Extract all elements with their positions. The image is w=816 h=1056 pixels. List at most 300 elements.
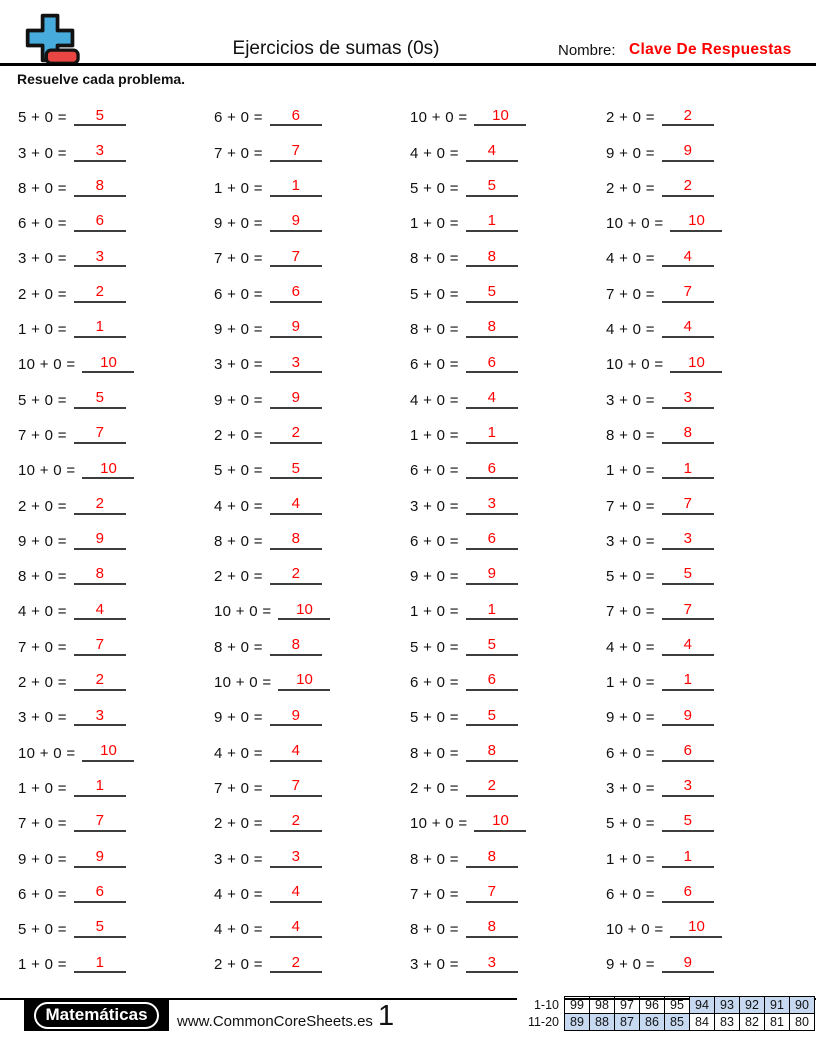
- answer-value: 1: [487, 600, 496, 618]
- problem: [606, 767, 802, 802]
- problem: [410, 696, 606, 731]
- answer-value: 1: [487, 212, 496, 230]
- problem: [606, 378, 802, 413]
- name-value: Clave De Respuestas: [629, 41, 792, 58]
- problem-expression: 6 + 0 =: [18, 215, 67, 233]
- answer-blank: [270, 496, 322, 515]
- answer-value: 7: [291, 777, 300, 795]
- problem: [606, 661, 802, 696]
- problem-expression: 2 + 0 =: [410, 779, 459, 797]
- answer-value: 5: [487, 636, 496, 653]
- answer-value: 6: [487, 671, 496, 689]
- problem: [18, 837, 214, 872]
- answer-value: 5: [95, 388, 104, 406]
- answer-blank: [662, 284, 714, 303]
- answer-value: 1: [95, 953, 104, 971]
- answer-value: 3: [683, 777, 692, 795]
- answer-value: 7: [683, 600, 692, 618]
- problem: [214, 555, 410, 590]
- answer-value: 6: [683, 741, 692, 759]
- answer-blank: [662, 637, 714, 656]
- score-cell: 85: [665, 1014, 690, 1031]
- website-text: www.CommonCoreSheets.es: [177, 1013, 373, 1030]
- answer-value: 3: [291, 847, 300, 865]
- answer-value: 6: [683, 883, 692, 901]
- answer-value: 2: [487, 777, 496, 795]
- answer-value: 2: [683, 177, 692, 195]
- answer-blank: [670, 355, 722, 374]
- problem-expression: 3 + 0 =: [18, 250, 67, 268]
- problem: [214, 378, 410, 413]
- answer-value: 5: [683, 812, 692, 830]
- answer-value: 2: [291, 953, 300, 971]
- problem: [214, 272, 410, 307]
- score-cell: 98: [590, 997, 615, 1014]
- problem-expression: 3 + 0 =: [606, 391, 655, 409]
- problem-expression: 2 + 0 =: [214, 568, 263, 586]
- problem-expression: 9 + 0 =: [410, 568, 459, 586]
- answer-blank: [82, 743, 134, 762]
- answer-blank: [662, 531, 714, 550]
- problem: [606, 696, 802, 731]
- answer-blank: [74, 778, 126, 797]
- problem-expression: 2 + 0 =: [214, 956, 263, 974]
- answer-blank: [270, 390, 322, 409]
- answer-blank: [466, 672, 518, 691]
- answer-value: 3: [95, 706, 104, 724]
- problem-expression: 7 + 0 =: [214, 144, 263, 162]
- answer-value: 7: [487, 883, 496, 901]
- problem: [410, 661, 606, 696]
- answer-blank: [662, 143, 714, 162]
- problem: [214, 837, 410, 872]
- answer-blank: [270, 461, 322, 480]
- answer-value: 4: [291, 494, 300, 512]
- problem-expression: 5 + 0 =: [410, 179, 459, 197]
- problem-expression: 10 + 0 =: [214, 674, 272, 692]
- answer-value: 4: [95, 600, 104, 618]
- answer-value: 1: [683, 459, 692, 477]
- answer-blank: [270, 813, 322, 832]
- problem: [18, 131, 214, 166]
- problem-expression: 1 + 0 =: [410, 215, 459, 233]
- problem-expression: 7 + 0 =: [18, 815, 67, 833]
- answer-value: 4: [683, 318, 692, 336]
- problem: [410, 943, 606, 978]
- answer-blank: [662, 672, 714, 691]
- problem-expression: 8 + 0 =: [214, 638, 263, 656]
- problem: [606, 131, 802, 166]
- answer-blank: [466, 213, 518, 232]
- problem: [410, 802, 606, 837]
- answer-blank: [74, 884, 126, 903]
- problem-expression: 2 + 0 =: [606, 179, 655, 197]
- problem-expression: 7 + 0 =: [214, 250, 263, 268]
- answer-blank: [466, 778, 518, 797]
- problem: [606, 908, 802, 943]
- answer-value: 9: [291, 318, 300, 336]
- answer-blank: [466, 249, 518, 268]
- problem: [606, 308, 802, 343]
- problem-expression: 6 + 0 =: [410, 532, 459, 550]
- problem: [214, 802, 410, 837]
- score-cell: 94: [690, 997, 715, 1014]
- problem: [606, 272, 802, 307]
- answer-blank: [662, 602, 714, 621]
- answer-value: 6: [95, 883, 104, 901]
- score-row: [517, 1014, 815, 1031]
- answer-blank: [474, 108, 526, 127]
- problem-expression: 4 + 0 =: [214, 921, 263, 939]
- problem-expression: 9 + 0 =: [606, 144, 655, 162]
- problem-expression: 3 + 0 =: [18, 144, 67, 162]
- problem-expression: 9 + 0 =: [606, 709, 655, 727]
- answer-value: 3: [487, 953, 496, 971]
- problem-expression: 9 + 0 =: [214, 321, 263, 339]
- answer-blank: [74, 425, 126, 444]
- problem-expression: 1 + 0 =: [18, 779, 67, 797]
- score-table: [517, 996, 816, 1031]
- answer-blank: [74, 319, 126, 338]
- problem-expression: 1 + 0 =: [18, 321, 67, 339]
- problem: [18, 414, 214, 449]
- problem-expression: 10 + 0 =: [18, 744, 76, 762]
- answer-blank: [74, 637, 126, 656]
- problem-expression: 6 + 0 =: [606, 885, 655, 903]
- answer-blank: [662, 778, 714, 797]
- answer-blank: [662, 108, 714, 127]
- problem-expression: 1 + 0 =: [410, 603, 459, 621]
- score-cell: 91: [765, 997, 790, 1014]
- problem-expression: 8 + 0 =: [410, 250, 459, 268]
- problem: [606, 237, 802, 272]
- answer-blank: [270, 919, 322, 938]
- answer-blank: [74, 108, 126, 127]
- answer-blank: [466, 178, 518, 197]
- answer-value: 1: [487, 424, 496, 442]
- answer-blank: [662, 496, 714, 515]
- problem: [410, 414, 606, 449]
- answer-blank: [74, 672, 126, 691]
- answer-value: 8: [487, 247, 496, 265]
- problem-expression: 5 + 0 =: [410, 638, 459, 656]
- answer-value: 6: [487, 530, 496, 548]
- answer-value: 7: [291, 141, 300, 159]
- answer-value: 9: [683, 706, 692, 724]
- answer-blank: [670, 213, 722, 232]
- problem-expression: 2 + 0 =: [214, 815, 263, 833]
- answer-blank: [74, 849, 126, 868]
- problem-expression: 7 + 0 =: [410, 885, 459, 903]
- answer-value: 2: [95, 283, 104, 301]
- answer-value: 9: [95, 530, 104, 548]
- answer-blank: [670, 919, 722, 938]
- score-cell: 86: [640, 1014, 665, 1031]
- answer-value: 2: [291, 812, 300, 830]
- problem-expression: 5 + 0 =: [18, 921, 67, 939]
- answer-value: 4: [291, 741, 300, 759]
- problem-expression: 1 + 0 =: [606, 674, 655, 692]
- answer-value: 1: [683, 671, 692, 689]
- problem-expression: 2 + 0 =: [18, 497, 67, 515]
- problem-expression: 4 + 0 =: [410, 144, 459, 162]
- answer-value: 1: [95, 318, 104, 336]
- problem: [18, 590, 214, 625]
- problem-expression: 8 + 0 =: [606, 426, 655, 444]
- answer-value: 2: [291, 565, 300, 583]
- answer-blank: [662, 849, 714, 868]
- answer-value: 8: [291, 636, 300, 653]
- answer-blank: [662, 813, 714, 832]
- name-label: Nombre:: [558, 42, 616, 59]
- problem: [410, 343, 606, 378]
- answer-value: 8: [95, 177, 104, 195]
- score-row-label: 1-10: [517, 997, 565, 1014]
- answer-value: 8: [487, 741, 496, 759]
- answer-blank: [278, 602, 330, 621]
- answer-value: 10: [492, 106, 509, 124]
- answer-blank: [662, 178, 714, 197]
- problem-expression: 6 + 0 =: [410, 674, 459, 692]
- problem-expression: 7 + 0 =: [606, 497, 655, 515]
- answer-value: 10: [688, 353, 705, 371]
- problem: [606, 167, 802, 202]
- answer-blank: [466, 566, 518, 585]
- problem: [410, 555, 606, 590]
- problem: [410, 590, 606, 625]
- answer-value: 4: [487, 141, 496, 159]
- answer-blank: [270, 249, 322, 268]
- answer-blank: [270, 213, 322, 232]
- answer-blank: [82, 461, 134, 480]
- problem-expression: 2 + 0 =: [18, 674, 67, 692]
- problem-expression: 9 + 0 =: [214, 709, 263, 727]
- answer-blank: [270, 425, 322, 444]
- answer-value: 9: [683, 953, 692, 971]
- problem-expression: 5 + 0 =: [214, 462, 263, 480]
- answer-blank: [270, 355, 322, 374]
- answer-blank: [466, 849, 518, 868]
- problem: [410, 237, 606, 272]
- problem: [18, 520, 214, 555]
- score-cell: 81: [765, 1014, 790, 1031]
- problem: [606, 590, 802, 625]
- answer-blank: [74, 919, 126, 938]
- answer-blank: [74, 602, 126, 621]
- answer-blank: [662, 743, 714, 762]
- problem-expression: 6 + 0 =: [18, 885, 67, 903]
- score-row: [517, 997, 815, 1014]
- problem-expression: 7 + 0 =: [18, 426, 67, 444]
- score-cell: 83: [715, 1014, 740, 1031]
- answer-blank: [82, 355, 134, 374]
- problem-expression: 7 + 0 =: [214, 779, 263, 797]
- problem-expression: 9 + 0 =: [18, 532, 67, 550]
- problem: [18, 943, 214, 978]
- answer-blank: [466, 319, 518, 338]
- problem-expression: 8 + 0 =: [18, 179, 67, 197]
- answer-blank: [466, 143, 518, 162]
- problem: [18, 378, 214, 413]
- answer-blank: [74, 531, 126, 550]
- problem-expression: 3 + 0 =: [606, 779, 655, 797]
- problem-expression: 1 + 0 =: [606, 462, 655, 480]
- problem-expression: 4 + 0 =: [606, 638, 655, 656]
- answer-value: 8: [487, 918, 496, 936]
- answer-value: 5: [683, 565, 692, 583]
- problem: [18, 802, 214, 837]
- problem: [214, 943, 410, 978]
- problem-expression: 3 + 0 =: [410, 497, 459, 515]
- problem-expression: 8 + 0 =: [410, 921, 459, 939]
- score-cell: 95: [665, 997, 690, 1014]
- problem: [214, 590, 410, 625]
- answer-value: 2: [291, 424, 300, 442]
- answer-value: 3: [683, 388, 692, 406]
- answer-value: 3: [487, 494, 496, 512]
- answer-value: 10: [688, 212, 705, 230]
- answer-value: 2: [95, 494, 104, 512]
- answer-blank: [466, 919, 518, 938]
- problem: [606, 484, 802, 519]
- problem-expression: 3 + 0 =: [214, 356, 263, 374]
- answer-value: 1: [95, 777, 104, 795]
- problem-expression: 7 + 0 =: [606, 603, 655, 621]
- problem: [214, 343, 410, 378]
- problem: [18, 625, 214, 660]
- answer-blank: [466, 461, 518, 480]
- plus-minus-logo-icon: [20, 10, 82, 71]
- answer-value: 4: [291, 918, 300, 936]
- page-title: Ejercicios de sumas (0s): [232, 38, 440, 59]
- answer-blank: [662, 708, 714, 727]
- problem: [410, 837, 606, 872]
- answer-blank: [466, 637, 518, 656]
- answer-value: 9: [291, 388, 300, 406]
- answer-blank: [466, 708, 518, 727]
- answer-value: 8: [291, 530, 300, 548]
- answer-value: 4: [683, 636, 692, 653]
- answer-value: 10: [100, 353, 117, 371]
- answer-blank: [466, 390, 518, 409]
- problem-expression: 4 + 0 =: [214, 744, 263, 762]
- problem: [214, 767, 410, 802]
- answer-value: 4: [291, 883, 300, 901]
- problem: [214, 449, 410, 484]
- answer-value: 5: [487, 706, 496, 724]
- problem: [410, 202, 606, 237]
- problem: [410, 378, 606, 413]
- answer-value: 3: [683, 530, 692, 548]
- problem: [410, 908, 606, 943]
- problem: [410, 625, 606, 660]
- problem-expression: 1 + 0 =: [18, 956, 67, 974]
- problem-expression: 7 + 0 =: [606, 285, 655, 303]
- answer-blank: [270, 284, 322, 303]
- problem-expression: 10 + 0 =: [606, 921, 664, 939]
- problem-expression: 9 + 0 =: [214, 391, 263, 409]
- answer-blank: [270, 319, 322, 338]
- problem: [214, 661, 410, 696]
- answer-blank: [466, 355, 518, 374]
- problem-expression: 4 + 0 =: [606, 250, 655, 268]
- answer-blank: [662, 566, 714, 585]
- problem-expression: 8 + 0 =: [410, 321, 459, 339]
- answer-blank: [74, 955, 126, 974]
- problem-expression: 1 + 0 =: [410, 426, 459, 444]
- problem-expression: 5 + 0 =: [410, 709, 459, 727]
- problem: [18, 308, 214, 343]
- answer-blank: [270, 955, 322, 974]
- problem: [410, 167, 606, 202]
- problem: [606, 520, 802, 555]
- score-cell: 89: [565, 1014, 590, 1031]
- problem: [606, 837, 802, 872]
- answer-value: 4: [487, 388, 496, 406]
- answer-value: 6: [95, 212, 104, 230]
- problem: [18, 167, 214, 202]
- score-cell: 88: [590, 1014, 615, 1031]
- problem: [606, 414, 802, 449]
- problem: [606, 96, 802, 131]
- header-rule: [0, 63, 816, 66]
- answer-value: 4: [683, 247, 692, 265]
- problem-expression: 1 + 0 =: [214, 179, 263, 197]
- answer-value: 6: [291, 283, 300, 301]
- answer-blank: [466, 284, 518, 303]
- answer-value: 5: [487, 283, 496, 301]
- answer-value: 6: [487, 459, 496, 477]
- answer-value: 9: [95, 847, 104, 865]
- answer-value: 5: [95, 918, 104, 936]
- problem: [214, 131, 410, 166]
- answer-blank: [74, 143, 126, 162]
- problem: [18, 202, 214, 237]
- answer-blank: [662, 955, 714, 974]
- score-cell: 99: [565, 997, 590, 1014]
- problem-expression: 3 + 0 =: [18, 709, 67, 727]
- problem: [410, 131, 606, 166]
- problem: [214, 237, 410, 272]
- problem-expression: 7 + 0 =: [18, 638, 67, 656]
- problem: [18, 873, 214, 908]
- answer-blank: [466, 884, 518, 903]
- problem-expression: 2 + 0 =: [606, 109, 655, 127]
- problem-expression: 4 + 0 =: [410, 391, 459, 409]
- score-cell: 93: [715, 997, 740, 1014]
- problem-expression: 1 + 0 =: [606, 850, 655, 868]
- score-cell: 90: [790, 997, 815, 1014]
- answer-blank: [74, 284, 126, 303]
- answer-blank: [466, 743, 518, 762]
- answer-value: 10: [100, 741, 117, 759]
- problem: [214, 731, 410, 766]
- problem-expression: 6 + 0 =: [214, 109, 263, 127]
- subject-badge: [24, 1000, 169, 1031]
- answer-blank: [270, 708, 322, 727]
- problem-expression: 9 + 0 =: [606, 956, 655, 974]
- answer-blank: [74, 813, 126, 832]
- answer-blank: [466, 425, 518, 444]
- problem-expression: 3 + 0 =: [410, 956, 459, 974]
- problem-expression: 4 + 0 =: [214, 497, 263, 515]
- answer-blank: [74, 178, 126, 197]
- problem-expression: 2 + 0 =: [214, 426, 263, 444]
- problem-expression: 8 + 0 =: [214, 532, 263, 550]
- score-row-label: 11-20: [517, 1014, 565, 1031]
- answer-blank: [466, 496, 518, 515]
- answer-value: 7: [291, 247, 300, 265]
